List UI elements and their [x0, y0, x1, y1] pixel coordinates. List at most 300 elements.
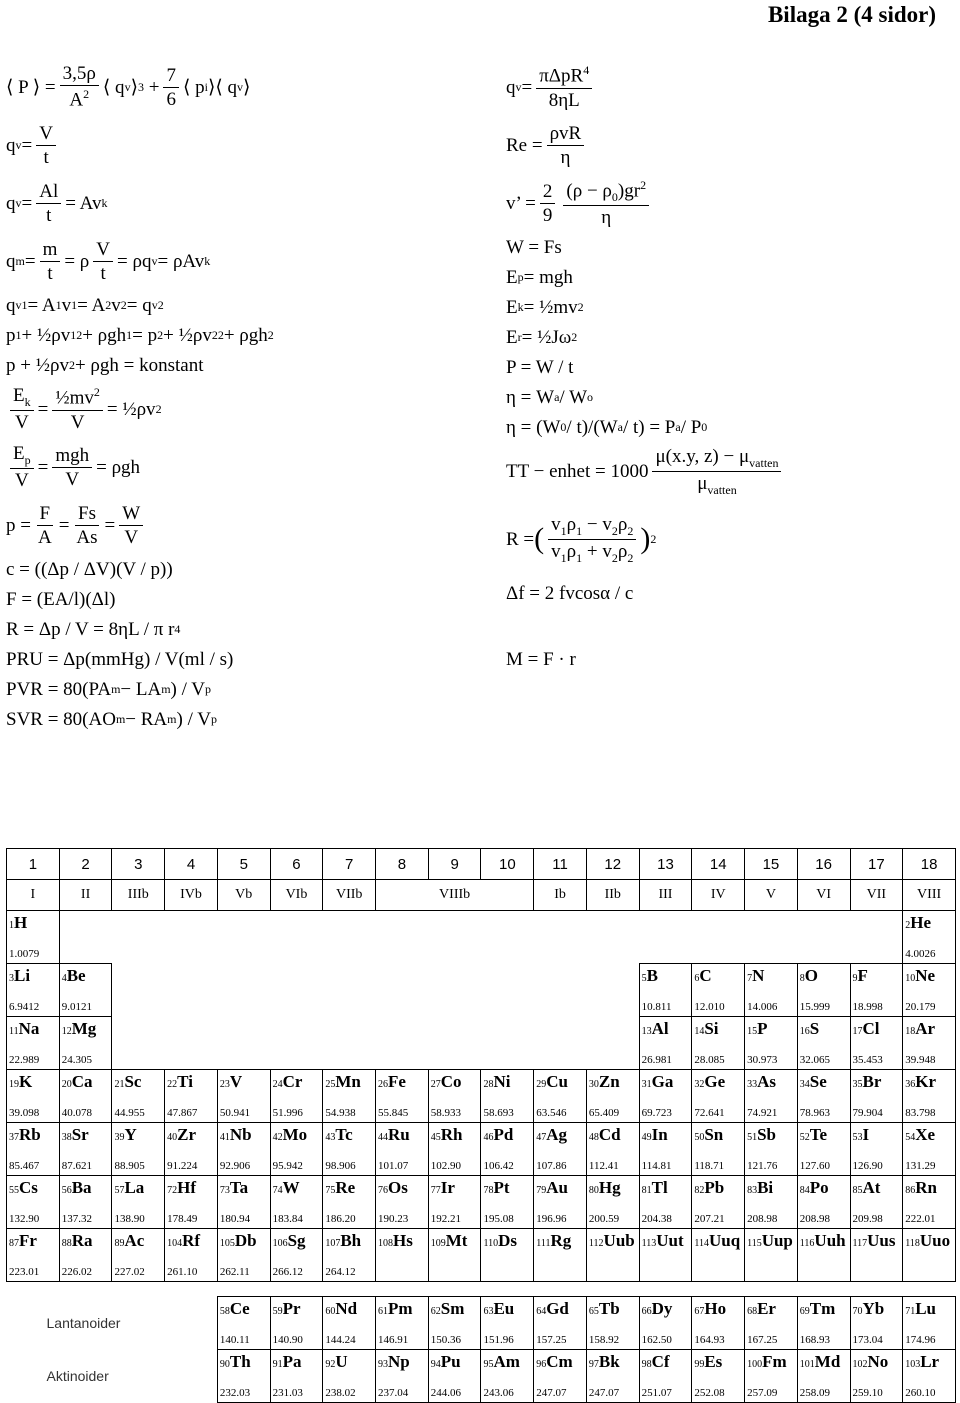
element-label [7, 1070, 59, 1092]
element-cell [323, 1070, 376, 1123]
empty-cell [481, 964, 534, 1017]
group-number: 11 [534, 849, 587, 880]
atomic-mass: 32.065 [799, 1054, 831, 1066]
element-symbol: Uut [656, 1231, 684, 1250]
element-symbol: Pr [282, 1299, 301, 1318]
element-cell [217, 1297, 270, 1350]
element-cell [797, 1297, 850, 1350]
element-label [692, 1017, 744, 1039]
element-cell [797, 964, 850, 1017]
atomic-mass: 98.906 [325, 1160, 356, 1172]
formula-flow-volume: q v = V t [6, 116, 476, 174]
element-cell [376, 1176, 429, 1229]
element-symbol: Ac [124, 1231, 145, 1250]
element-cell [639, 1229, 692, 1282]
formula-potential-energy: E p = mgh [506, 266, 573, 288]
group-number: 6 [270, 849, 323, 880]
atomic-number: 19 [9, 1079, 19, 1090]
formula-mass-flow: q m = m t = ρ V t = ρq v = ρAv k [6, 238, 211, 284]
element-label [271, 1297, 323, 1319]
atomic-mass: 18.998 [852, 1001, 883, 1013]
atomic-number: 13 [641, 1026, 652, 1037]
formula-flow-area: q v = Al t = Av k [6, 180, 108, 226]
atomic-number: 118 [905, 1238, 920, 1249]
element-symbol: V [229, 1072, 243, 1091]
atomic-mass: 261.10 [167, 1266, 198, 1278]
empty-cell [323, 911, 376, 964]
element-cell [165, 1123, 218, 1176]
element-symbol: O [804, 966, 819, 985]
atomic-mass: 58.693 [483, 1107, 514, 1119]
element-symbol: In [651, 1125, 668, 1144]
element-label [112, 1229, 164, 1251]
element-symbol: Yb [862, 1299, 885, 1318]
group-number: 17 [850, 849, 903, 880]
element-label [587, 1070, 639, 1092]
element-label [903, 1229, 955, 1251]
empty-cell [217, 911, 270, 964]
element-symbol: B [646, 966, 658, 985]
empty-cell [270, 964, 323, 1017]
empty-cell [59, 911, 112, 964]
element-cell [745, 1176, 798, 1229]
element-label [851, 1176, 903, 1198]
group-number: 12 [586, 849, 639, 880]
element-cell [534, 1297, 587, 1350]
atomic-number: 4 [61, 973, 67, 984]
empty-cell [586, 1017, 639, 1070]
element-symbol: Ti [177, 1072, 193, 1091]
element-symbol: Fm [762, 1352, 787, 1371]
element-symbol: Cl [862, 1019, 880, 1038]
empty-cell [481, 1017, 534, 1070]
element-symbol: Sr [71, 1125, 89, 1144]
element-label [429, 1350, 481, 1372]
element-label [692, 1070, 744, 1092]
atomic-number: 26 [378, 1079, 389, 1090]
atomic-mass: 126.90 [852, 1160, 883, 1172]
atomic-mass: 183.84 [272, 1213, 303, 1225]
atomic-number: 28 [483, 1079, 494, 1090]
empty-cell [376, 964, 429, 1017]
element-label [7, 1123, 59, 1145]
element-symbol: Zr [177, 1125, 197, 1144]
element-symbol: Al [651, 1019, 669, 1038]
atomic-number: 85 [852, 1185, 863, 1196]
element-label [587, 1350, 639, 1372]
element-label [271, 1176, 323, 1198]
element-symbol: C [699, 966, 712, 985]
atomic-mass: 132.90 [9, 1213, 40, 1225]
element-cell [534, 1229, 587, 1282]
atomic-mass: 262.11 [219, 1266, 250, 1278]
period-row [7, 1017, 956, 1070]
atomic-mass: 106.42 [483, 1160, 514, 1172]
atomic-number: 89 [114, 1238, 125, 1249]
element-label [903, 1176, 955, 1198]
atomic-number: 21 [114, 1079, 125, 1090]
atomic-number: 106 [272, 1238, 288, 1249]
atomic-number: 8 [799, 973, 805, 984]
atomic-mass: 231.03 [272, 1387, 303, 1399]
empty-cell [217, 1017, 270, 1070]
element-label [798, 1123, 850, 1145]
element-cell [7, 1017, 60, 1070]
element-label [376, 1070, 428, 1092]
element-cell [376, 1350, 429, 1403]
element-label [903, 911, 955, 933]
atomic-mass: 140.11 [219, 1334, 250, 1346]
atomic-number: 68 [747, 1306, 758, 1317]
period-row [7, 911, 956, 964]
atomic-mass: 266.12 [272, 1266, 303, 1278]
element-symbol: La [124, 1178, 145, 1197]
element-cell [534, 1123, 587, 1176]
element-label [271, 1123, 323, 1145]
element-cell [797, 1350, 850, 1403]
element-label [798, 1229, 850, 1251]
element-symbol: Cs [19, 1178, 38, 1197]
element-label [112, 1070, 164, 1092]
element-cell [7, 1123, 60, 1176]
atomic-mass: 180.94 [219, 1213, 251, 1225]
atomic-number: 66 [641, 1306, 652, 1317]
atomic-mass: 207.21 [694, 1213, 725, 1225]
atomic-number: 53 [852, 1132, 863, 1143]
atomic-number: 99 [694, 1359, 705, 1370]
element-label [534, 1070, 586, 1092]
group-number: 18 [903, 849, 956, 880]
element-cell [428, 1176, 481, 1229]
atomic-number: 3 [9, 973, 14, 984]
element-cell [217, 1070, 270, 1123]
atomic-mass: 195.08 [483, 1213, 514, 1225]
element-symbol: Y [124, 1125, 137, 1144]
period-row [7, 1123, 956, 1176]
atomic-number: 58 [219, 1306, 230, 1317]
element-label [640, 1350, 692, 1372]
group-number: 5 [217, 849, 270, 880]
element-label [745, 1123, 797, 1145]
element-symbol: Se [809, 1072, 827, 1091]
formula-resistance: R = Δp / V = 8ηL / π r 4 [6, 618, 181, 640]
element-symbol: Po [809, 1178, 829, 1197]
element-symbol: Pm [388, 1299, 413, 1318]
group-number: 13 [639, 849, 692, 880]
atomic-number: 12 [61, 1026, 72, 1037]
atomic-mass: 87.621 [61, 1160, 92, 1172]
element-label [534, 1229, 586, 1251]
atomic-number: 22 [167, 1079, 178, 1090]
element-cell [7, 1070, 60, 1123]
periodic-table [6, 848, 956, 1403]
atomic-mass: 101.07 [378, 1160, 409, 1172]
atomic-mass: 151.96 [483, 1334, 514, 1346]
element-cell [850, 964, 903, 1017]
atomic-number: 42 [272, 1132, 283, 1143]
element-cell [323, 1123, 376, 1176]
element-cell [639, 1176, 692, 1229]
empty-cell [850, 911, 903, 964]
element-label [60, 964, 112, 986]
atomic-mass: 65.409 [588, 1107, 620, 1119]
empty-cell [165, 964, 218, 1017]
element-symbol: P [757, 1019, 768, 1038]
element-label [7, 911, 59, 933]
atomic-number: 86 [905, 1185, 916, 1196]
element-symbol: Bh [340, 1231, 362, 1250]
element-symbol: Tc [335, 1125, 353, 1144]
element-cell [112, 1123, 165, 1176]
element-symbol: No [867, 1352, 889, 1371]
element-label [218, 1350, 270, 1372]
atomic-number: 29 [536, 1079, 547, 1090]
empty-cell [428, 1017, 481, 1070]
atomic-mass: 55.845 [378, 1107, 409, 1119]
atomic-mass: 78.963 [799, 1107, 831, 1119]
element-label [376, 1297, 428, 1319]
element-label [323, 1070, 375, 1092]
period-row [7, 1176, 956, 1229]
element-symbol: K [19, 1072, 33, 1091]
element-cell [797, 1070, 850, 1123]
element-cell [481, 1297, 534, 1350]
formula-power: P = W / t [506, 356, 574, 378]
element-cell [745, 1017, 798, 1070]
element-cell [903, 1017, 956, 1070]
element-label [745, 1350, 797, 1372]
group-label: IIb [586, 880, 639, 911]
atomic-number: 77 [430, 1185, 441, 1196]
atomic-number: 60 [325, 1306, 336, 1317]
formula-bernoulli-1: p 1 + ½ρv 1 2 + ρgh 1 = p 2 + ½ρv 2 2 + ρgh 2 [6, 324, 274, 346]
element-label [798, 1017, 850, 1039]
empty-cell [112, 911, 165, 964]
atomic-number: 51 [747, 1132, 758, 1143]
atomic-number: 92 [325, 1359, 336, 1370]
formula-reynolds: Re = ρvR η [506, 116, 946, 174]
element-cell [639, 1297, 692, 1350]
element-symbol: Dy [651, 1299, 673, 1318]
element-symbol: Cd [598, 1125, 621, 1144]
atomic-number: 57 [114, 1185, 125, 1196]
atomic-number: 70 [852, 1306, 863, 1317]
element-cell [903, 1297, 956, 1350]
atomic-number: 62 [430, 1306, 441, 1317]
element-label [218, 1123, 270, 1145]
period-row [7, 1229, 956, 1282]
atomic-mass: 259.10 [852, 1387, 883, 1399]
atomic-mass: 63.546 [536, 1107, 567, 1119]
element-cell [7, 964, 60, 1017]
empty-cell [323, 964, 376, 1017]
element-symbol: Co [440, 1072, 462, 1091]
element-cell [903, 1176, 956, 1229]
group-label: IIIb [112, 880, 165, 911]
page-title: Bilaga 2 (4 sidor) [767, 2, 936, 27]
atomic-number: 15 [747, 1026, 758, 1037]
element-symbol: Ba [71, 1178, 92, 1197]
element-cell [745, 1123, 798, 1176]
element-cell [903, 911, 956, 964]
atomic-number: 95 [483, 1359, 494, 1370]
atomic-number: 40 [167, 1132, 178, 1143]
element-label [165, 1176, 217, 1198]
element-label [745, 1297, 797, 1319]
element-label [376, 1350, 428, 1372]
element-cell [59, 1229, 112, 1282]
element-cell [217, 1123, 270, 1176]
atomic-number: 71 [905, 1306, 916, 1317]
atomic-mass: 72.641 [694, 1107, 725, 1119]
element-label [7, 1176, 59, 1198]
atomic-number: 97 [588, 1359, 599, 1370]
atomic-mass: 178.49 [167, 1213, 198, 1225]
empty-cell [428, 964, 481, 1017]
element-cell [692, 1017, 745, 1070]
atomic-number: 103 [905, 1359, 921, 1370]
element-symbol: He [910, 913, 931, 932]
atomic-mass: 95.942 [272, 1160, 303, 1172]
atomic-number: 104 [167, 1238, 183, 1249]
formula-column-right [506, 58, 946, 674]
atomic-mass: 167.25 [747, 1334, 778, 1346]
element-label [640, 1017, 692, 1039]
atomic-mass: 88.905 [114, 1160, 145, 1172]
element-label [323, 1176, 375, 1198]
atomic-number: 101 [799, 1359, 815, 1370]
atomic-number: 10 [905, 973, 916, 984]
element-label [376, 1123, 428, 1145]
element-symbol: Na [18, 1019, 40, 1038]
atomic-number: 20 [61, 1079, 72, 1090]
element-cell [270, 1123, 323, 1176]
element-label [640, 1070, 692, 1092]
group-label: VIb [270, 880, 323, 911]
element-symbol: Bi [757, 1178, 774, 1197]
element-cell [112, 1176, 165, 1229]
atomic-number: 41 [219, 1132, 230, 1143]
group-label: IV [692, 880, 745, 911]
element-symbol: Th [229, 1352, 251, 1371]
atomic-number: 102 [852, 1359, 868, 1370]
atomic-mass: 6.9412 [9, 1001, 40, 1013]
element-symbol: Mt [445, 1231, 468, 1250]
atomic-mass: 131.29 [905, 1160, 936, 1172]
group-number: 8 [376, 849, 429, 880]
atomic-number: 46 [483, 1132, 494, 1143]
element-symbol: F [857, 966, 868, 985]
element-symbol: Pd [493, 1125, 514, 1144]
element-label [481, 1123, 533, 1145]
element-cell [586, 1176, 639, 1229]
element-label [218, 1297, 270, 1319]
empty-cell [270, 1017, 323, 1070]
element-cell [903, 964, 956, 1017]
element-label [429, 1297, 481, 1319]
element-symbol: Ge [704, 1072, 726, 1091]
group-number: 16 [797, 849, 850, 880]
element-symbol: Uub [603, 1231, 635, 1250]
atomic-number: 49 [641, 1132, 652, 1143]
element-cell [692, 1176, 745, 1229]
element-cell [639, 964, 692, 1017]
element-cell [270, 1176, 323, 1229]
element-cell [7, 911, 60, 964]
atomic-number: 72 [167, 1185, 178, 1196]
element-label [429, 1176, 481, 1198]
element-cell [112, 1070, 165, 1123]
element-symbol: Md [814, 1352, 841, 1371]
element-cell [217, 1176, 270, 1229]
atomic-mass: 12.010 [694, 1001, 725, 1013]
atomic-mass: 226.02 [61, 1266, 92, 1278]
element-label [481, 1229, 533, 1251]
atomic-mass: 144.24 [325, 1334, 356, 1346]
atomic-mass: 30.973 [747, 1054, 778, 1066]
element-label [60, 1123, 112, 1145]
element-label [112, 1123, 164, 1145]
element-label [218, 1229, 270, 1251]
atomic-number: 79 [536, 1185, 547, 1196]
atomic-mass: 158.92 [588, 1334, 620, 1346]
element-cell [850, 1123, 903, 1176]
element-symbol: Ho [704, 1299, 727, 1318]
atomic-mass: 112.41 [588, 1160, 619, 1172]
lanthanides-row [7, 1297, 956, 1350]
atomic-number: 76 [378, 1185, 389, 1196]
element-symbol: Rn [915, 1178, 937, 1197]
atomic-mass: 243.06 [483, 1387, 514, 1399]
element-cell [903, 1229, 956, 1282]
element-symbol: Cr [282, 1072, 303, 1091]
empty-cell [586, 911, 639, 964]
element-cell [7, 1176, 60, 1229]
atomic-mass: 232.03 [219, 1387, 251, 1399]
element-symbol: Uuo [919, 1231, 951, 1250]
atomic-mass: 79.904 [852, 1107, 883, 1119]
group-label: IVb [165, 880, 218, 911]
element-label [903, 1123, 955, 1145]
empty-cell [270, 911, 323, 964]
element-symbol: Ds [498, 1231, 518, 1250]
group-label: I [7, 880, 60, 911]
element-symbol: Sm [440, 1299, 465, 1318]
element-symbol: Tl [651, 1178, 668, 1197]
formula-ct-unit: TT − enhet = 1000 μ(x.y, $z) - \mu_{vatten}$ $\mu_{vatten}$ [506, 442, 946, 500]
element-cell [639, 1123, 692, 1176]
group-number: 3 [112, 849, 165, 880]
atomic-mass: 174.96 [905, 1334, 936, 1346]
atomic-mass: 26.981 [641, 1054, 672, 1066]
period-row [7, 1070, 956, 1123]
group-number: 14 [692, 849, 745, 880]
atomic-number: 6 [694, 973, 700, 984]
element-cell [745, 1350, 798, 1403]
atomic-number: 56 [61, 1185, 72, 1196]
element-symbol: Cu [546, 1072, 568, 1091]
atomic-mass: 190.23 [378, 1213, 409, 1225]
element-symbol: Uup [761, 1231, 793, 1250]
element-cell [323, 1297, 376, 1350]
element-cell [428, 1350, 481, 1403]
element-symbol: Uuq [708, 1231, 741, 1250]
element-symbol: I [862, 1125, 870, 1144]
element-cell [692, 1229, 745, 1282]
atomic-number: 7 [747, 973, 753, 984]
element-symbol: Rh [440, 1125, 463, 1144]
atomic-mass: 39.948 [905, 1054, 936, 1066]
